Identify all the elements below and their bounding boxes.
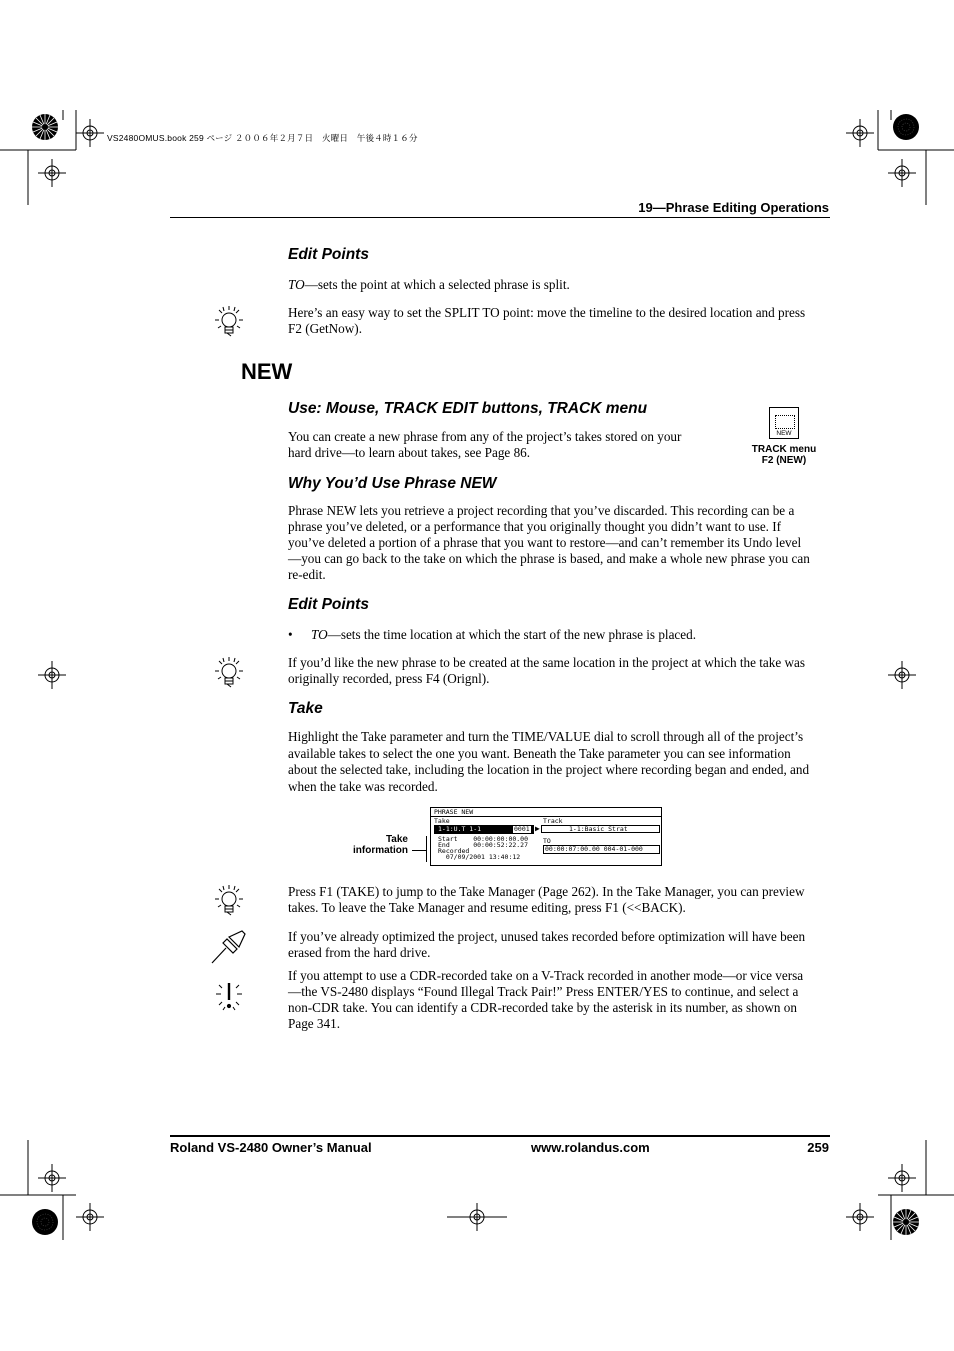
chapter-heading: NEW [241, 359, 293, 384]
tip-text: Here’s an easy way to set the SPLIT TO point: move the timeline to the desired location and press F2 (GetNow). [288, 305, 806, 336]
caption-line: TRACK menu [751, 444, 817, 455]
button-label: NEW [776, 430, 792, 437]
lightbulb-icon [212, 304, 246, 340]
section-title: Edit Points [288, 596, 369, 613]
running-head: 19—Phrase Editing Operations [638, 200, 829, 215]
bullet-item [288, 627, 808, 643]
paragraph: Highlight the Take parameter and turn the TIME/VALUE dial to scroll through all of the project’s available takes to select the one you want. Beneath the Take parameter you can see information about the selected take, including the location in the project where recording began and ended, and when the take was recorded. [288, 729, 810, 794]
to-value[interactable]: 00:00:07:00.00 004-01-000 [545, 845, 643, 853]
term-definition: —sets the point at which a selected phrase is split. [304, 277, 570, 292]
take-tag: 0001 [514, 825, 530, 833]
term: TO [288, 277, 305, 292]
arrow-icon: ▶ [535, 824, 540, 833]
to-label: TO [543, 837, 551, 845]
track-label: Track [543, 817, 563, 825]
section-title: Use: Mouse, TRACK EDIT buttons, TRACK menu [288, 400, 648, 417]
warning-icon [212, 978, 246, 1014]
paragraph [288, 277, 808, 293]
track-value[interactable]: 1-1:Basic Strat [569, 825, 628, 833]
tip-text: If you’d like the new phrase to be created at the same location in the project at which the take was originally recorded, press F4 (Orignl). [288, 655, 806, 686]
tip-text: Press F1 (TAKE) to jump to the Take Manager (Page 262). In the Take Manager, you can preview takes. To leave the Take Manager and resume editing, press F1 (<<BACK). [288, 884, 805, 915]
take-label: Take [434, 817, 450, 825]
start-line: Start 00:00:00:00.00 [438, 835, 529, 843]
lcd-screen [430, 807, 662, 866]
section-title: Why You’d Use Phrase NEW [288, 475, 497, 492]
footer-url[interactable]: www.rolandus.com [531, 1140, 650, 1155]
recorded-label: Recorded [438, 847, 470, 855]
note-text: If you’ve already optimized the project, unused takes recorded before optimization will have been erased from the hard drive. [288, 929, 806, 960]
lightbulb-icon [212, 883, 246, 919]
term: TO [311, 627, 328, 642]
end-line: End 00:00:52:22.27 [438, 841, 529, 849]
page-number: 259 [807, 1140, 829, 1155]
callout-line: information [353, 845, 408, 856]
take-value[interactable]: 1-1:U.T 1-1 [438, 825, 482, 833]
warning-text: If you attempt to use a CDR-recorded take on a V-Track recorded in another mode—or vice versa—the VS-2480 displays “Found Illegal Track Pair!” Press ENTER/YES to continue, and select a non-CDR take. You can identify a CDR-recorded take by the asterisk in its number, as shown on Page 341. [288, 968, 804, 1031]
screen-title: PHRASE NEW [434, 808, 474, 816]
new-button-icon [769, 407, 799, 439]
section-title: Take [288, 700, 323, 717]
bullet: • [288, 627, 293, 642]
caption-line: F2 (NEW) [761, 455, 807, 466]
figure-caption [740, 444, 828, 466]
paragraph: Phrase NEW lets you retrieve a project recording that you’ve discarded. This recording can be a phrase you’ve deleted, or a performance that you originally thought you didn’t want to use. If you’ve deleted a portion of a phrase that you want to restore—and can’t remember its Undo level—you can go back to the take on which the phrase is based, and make a whole new phrase you can re-edit. [288, 503, 810, 582]
callout-label [330, 834, 408, 856]
callout-line: Take [385, 834, 408, 845]
recorded-value: 07/09/2001 13:40:12 [438, 853, 521, 861]
callout-line-connector [412, 850, 426, 851]
callout-bracket [426, 836, 427, 862]
section-title: Edit Points [288, 246, 369, 263]
pushpin-icon [209, 926, 249, 966]
header-rule [170, 217, 830, 218]
print-header: VS2480OMUS.book 259 ページ ２００６年２月７日 火曜日 午後４時１６分 [107, 133, 418, 143]
term-definition: —sets the time location at which the start of the new phrase is placed. [327, 627, 697, 642]
lightbulb-icon [212, 655, 246, 691]
footer-manual: Roland VS-2480 Owner’s Manual [170, 1140, 372, 1155]
footer-rule [170, 1135, 830, 1137]
paragraph: You can create a new phrase from any of the project’s takes stored on your hard drive—to learn about takes, see Page 86. [288, 429, 682, 460]
